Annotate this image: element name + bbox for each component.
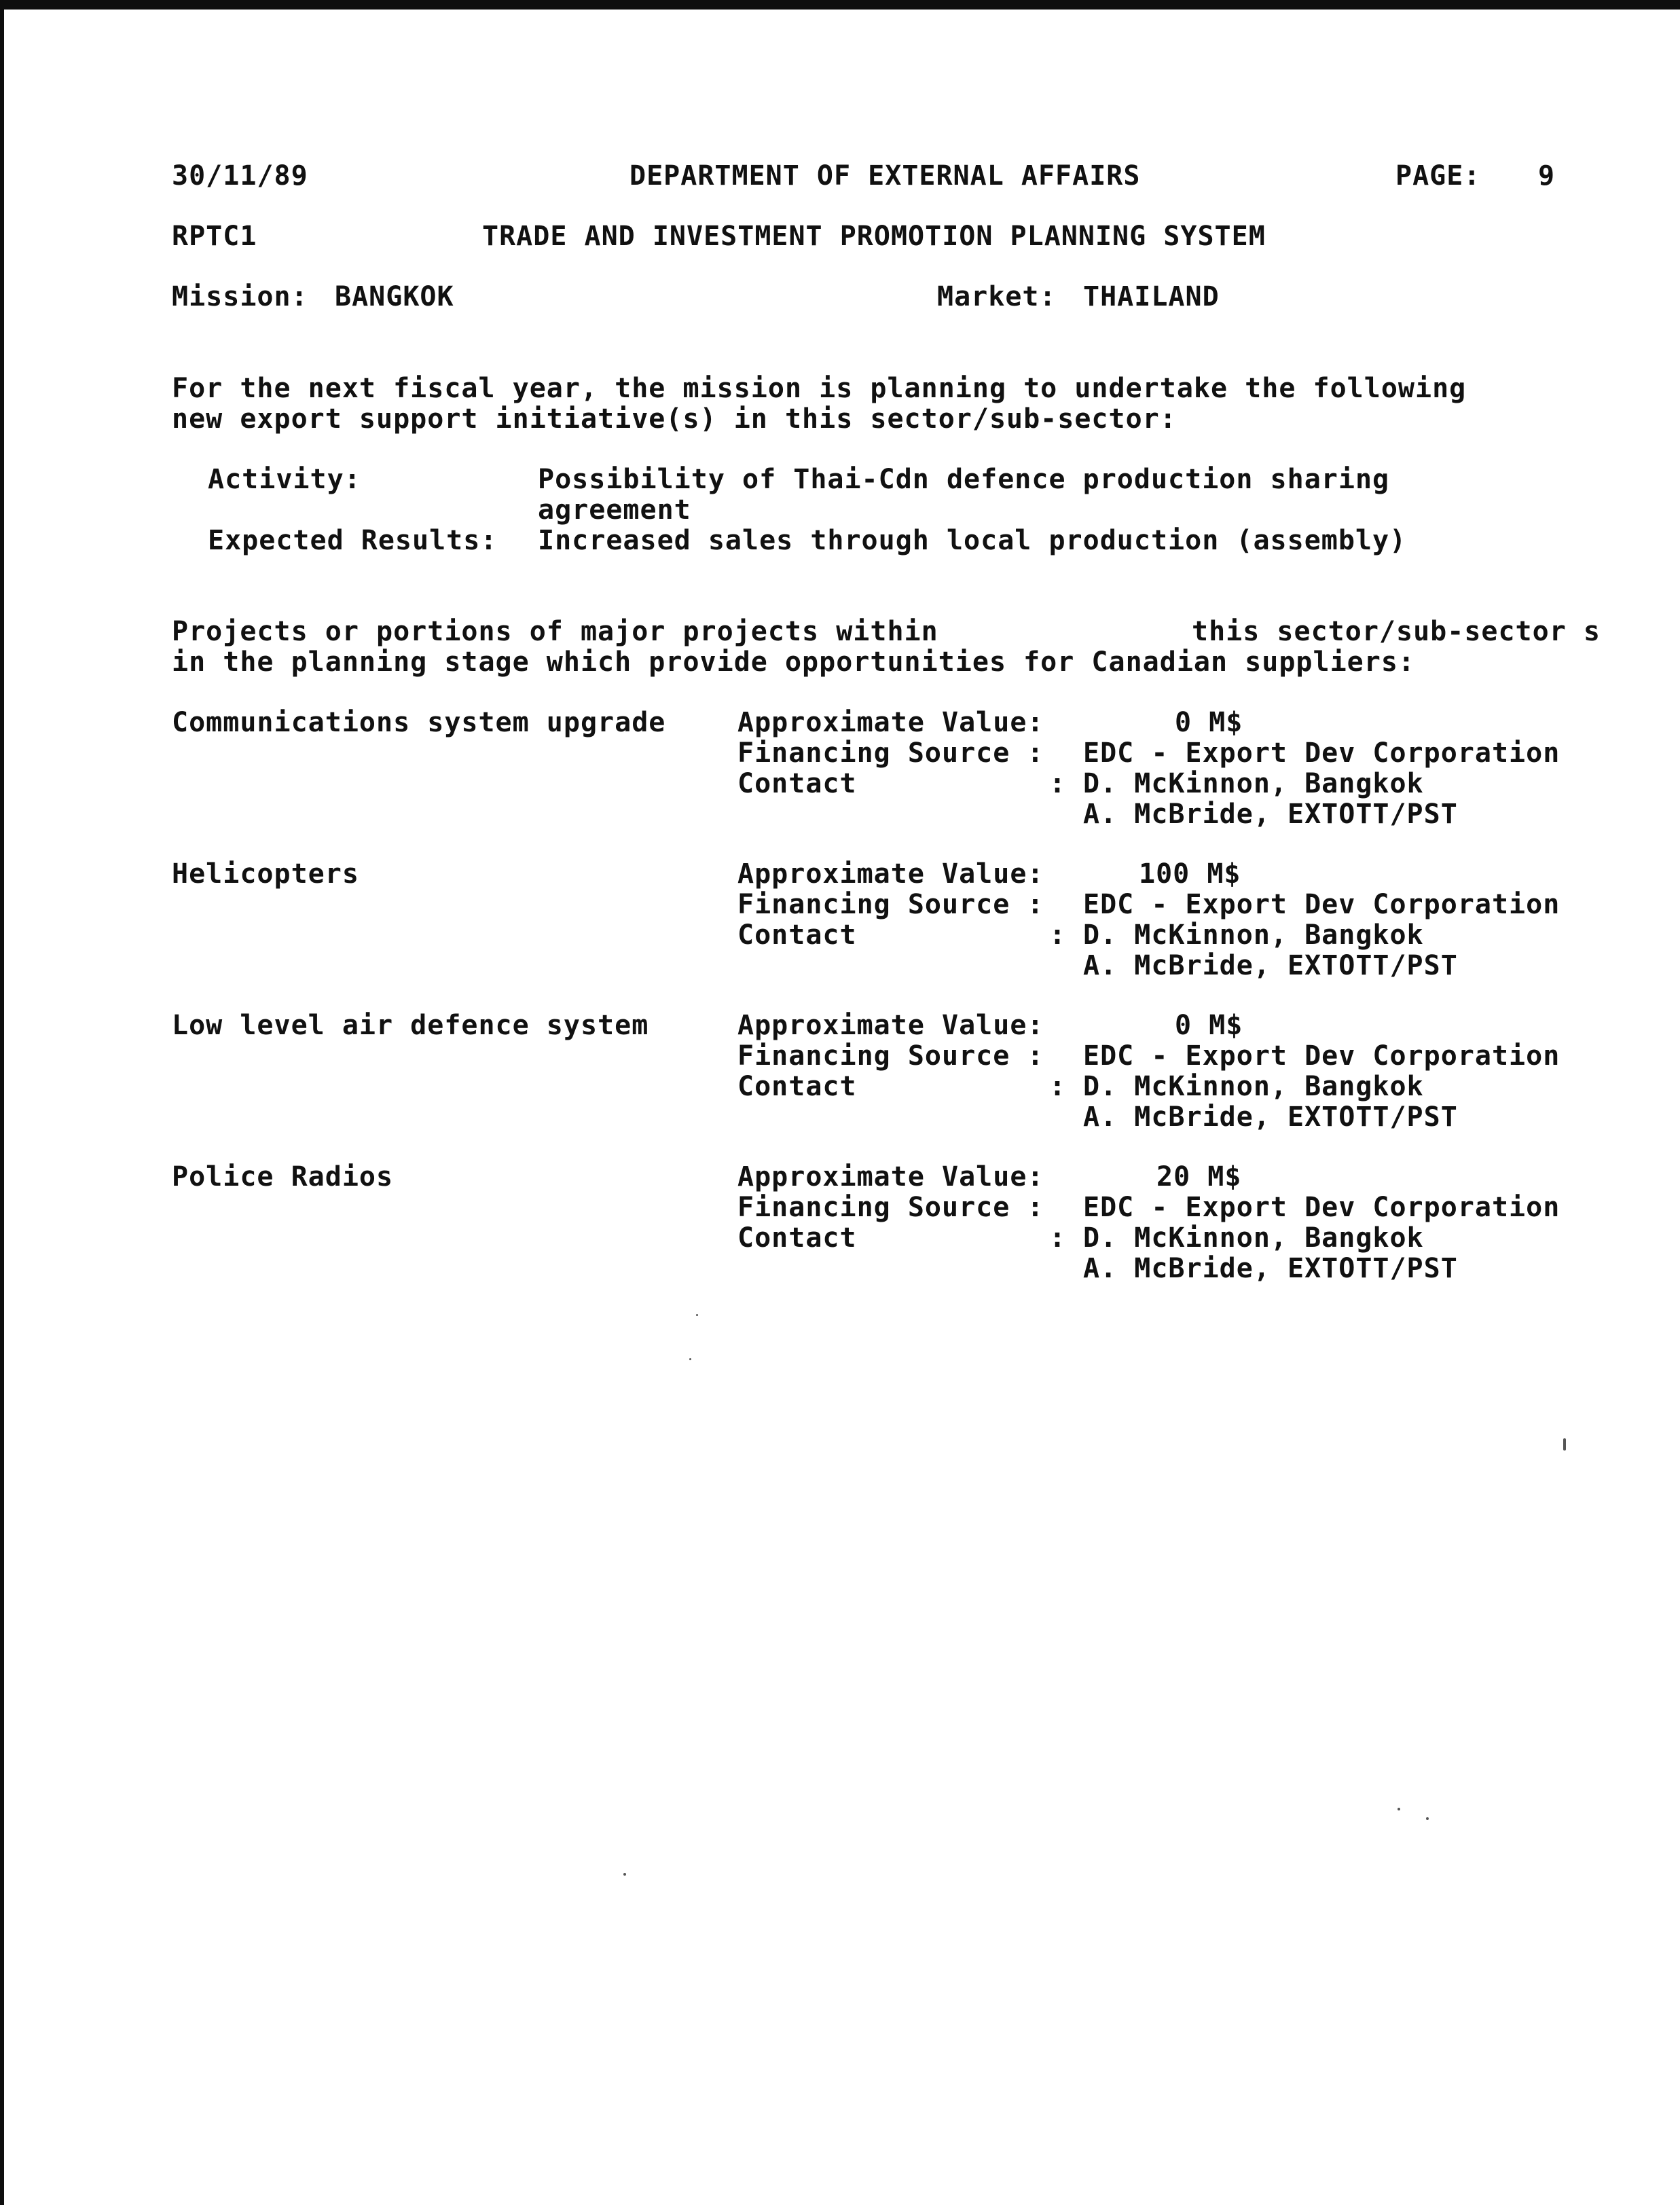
approx-value-label: Approximate Value: — [737, 1161, 1044, 1192]
approx-value-label: Approximate Value: — [737, 858, 1044, 890]
page-label: PAGE: — [1395, 160, 1481, 192]
contact-colon: : — [1049, 919, 1067, 951]
report-date: 30/11/89 — [172, 160, 308, 192]
project-name: Helicopters — [172, 858, 359, 890]
financing-source: EDC - Export Dev Corporation — [1083, 1040, 1560, 1072]
scan-top-edge — [0, 0, 1680, 10]
contact-primary: D. McKinnon, Bangkok — [1083, 1222, 1424, 1254]
department-title: DEPARTMENT OF EXTERNAL AFFAIRS — [629, 160, 1141, 192]
projects-intro-line1b: this sector/sub-sector s — [1192, 616, 1601, 647]
approx-value-label: Approximate Value: — [737, 1010, 1044, 1041]
contact-colon: : — [1049, 768, 1067, 799]
contact-secondary: A. McBride, EXTOTT/PST — [1083, 799, 1458, 830]
contact-primary: D. McKinnon, Bangkok — [1083, 919, 1424, 951]
financing-source-label: Financing Source : — [737, 889, 1044, 920]
projects-intro-line1a: Projects or portions of major projects within — [172, 616, 938, 647]
market-label: Market: — [937, 281, 1057, 312]
financing-source: EDC - Export Dev Corporation — [1083, 889, 1560, 920]
contact-label: Contact — [737, 919, 857, 951]
approx-value: 100 M$ — [1139, 858, 1241, 890]
initiatives-intro-line2: new export support initiative(s) in this sector/sub-sector: — [172, 403, 1177, 435]
contact-label: Contact — [737, 1071, 857, 1102]
expected-results-text: Increased sales through local production (assembly) — [538, 525, 1407, 556]
expected-results-label: Expected Results: — [208, 525, 498, 556]
contact-colon: : — [1049, 1071, 1067, 1102]
project-name: Low level air defence system — [172, 1010, 649, 1041]
approx-value: 0 M$ — [1175, 707, 1243, 738]
approx-value: 20 M$ — [1156, 1161, 1242, 1192]
scan-speck — [689, 1358, 691, 1360]
activity-label: Activity: — [208, 464, 361, 495]
scan-speck — [1398, 1808, 1400, 1810]
approx-value-label: Approximate Value: — [737, 707, 1044, 738]
system-title: TRADE AND INVESTMENT PROMOTION PLANNING SYSTEM — [482, 221, 1266, 252]
mission-value: BANGKOK — [335, 281, 454, 312]
financing-source: EDC - Export Dev Corporation — [1083, 737, 1560, 769]
initiatives-intro-line1: For the next fiscal year, the mission is planning to undertake the following — [172, 373, 1467, 404]
project-name: Communications system upgrade — [172, 707, 666, 738]
activity-text-line1: Possibility of Thai-Cdn defence production sharing — [538, 464, 1390, 495]
scan-speck — [696, 1314, 698, 1316]
scan-speck — [1563, 1438, 1566, 1451]
contact-label: Contact — [737, 768, 857, 799]
scan-speck — [1426, 1817, 1429, 1820]
contact-label: Contact — [737, 1222, 857, 1254]
projects-intro-line2: in the planning stage which provide opportunities for Canadian suppliers: — [172, 646, 1415, 678]
contact-primary: D. McKinnon, Bangkok — [1083, 768, 1424, 799]
financing-source-label: Financing Source : — [737, 1040, 1044, 1072]
financing-source-label: Financing Source : — [737, 737, 1044, 769]
contact-secondary: A. McBride, EXTOTT/PST — [1083, 950, 1458, 981]
market-value: THAILAND — [1083, 281, 1220, 312]
scan-left-edge — [0, 0, 4, 2205]
activity-text-line2: agreement — [538, 494, 691, 526]
financing-source-label: Financing Source : — [737, 1192, 1044, 1223]
contact-secondary: A. McBride, EXTOTT/PST — [1083, 1101, 1458, 1133]
page-number: 9 — [1538, 160, 1556, 192]
scan-speck — [623, 1873, 626, 1876]
approx-value: 0 M$ — [1175, 1010, 1243, 1041]
contact-primary: D. McKinnon, Bangkok — [1083, 1071, 1424, 1102]
project-name: Police Radios — [172, 1161, 394, 1192]
financing-source: EDC - Export Dev Corporation — [1083, 1192, 1560, 1223]
mission-label: Mission: — [172, 281, 308, 312]
report-code: RPTC1 — [172, 221, 257, 252]
contact-secondary: A. McBride, EXTOTT/PST — [1083, 1253, 1458, 1284]
contact-colon: : — [1049, 1222, 1067, 1254]
